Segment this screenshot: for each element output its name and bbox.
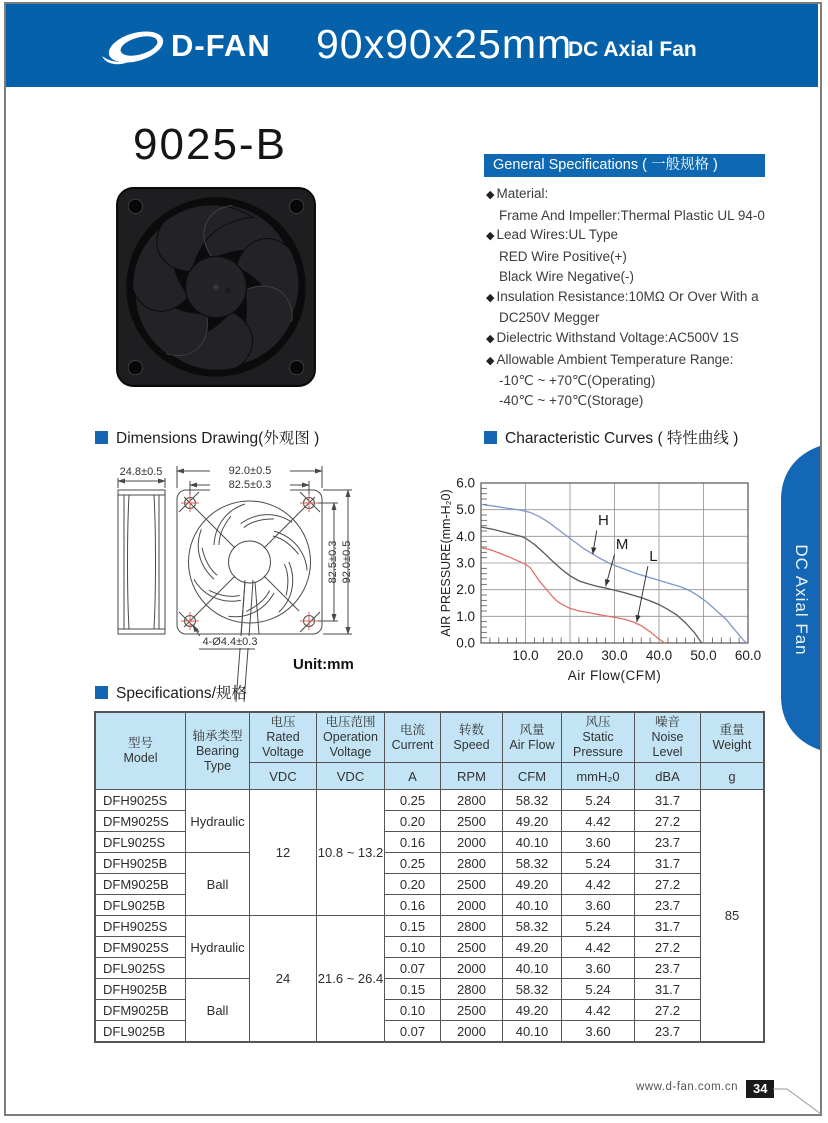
diamond-bullet-icon: ◆ <box>486 189 495 201</box>
table-cell: 2000 <box>441 1021 503 1042</box>
table-cell: 2800 <box>441 979 503 1000</box>
table-cell: 4.42 <box>562 874 635 895</box>
table-cell: 0.15 <box>385 916 441 937</box>
table-cell: 2500 <box>441 811 503 832</box>
side-tab <box>768 444 820 756</box>
svg-text:5.0: 5.0 <box>456 502 475 518</box>
table-cell: DFH9025B <box>96 979 186 1000</box>
table-cell: 0.15 <box>385 979 441 1000</box>
table-cell: 23.7 <box>635 958 701 979</box>
table-cell: 2500 <box>441 1000 503 1021</box>
table-cell: 40.10 <box>503 832 562 853</box>
curves-section-title: Characteristic Curves ( 特性曲线 ) <box>484 426 738 448</box>
table-cell: 5.24 <box>562 853 635 874</box>
col-unit: mmH₂0 <box>562 763 635 790</box>
col-header: 噪音 Noise Level <box>635 713 701 763</box>
table-row <box>96 790 764 811</box>
col-header: 电压 Rated Voltage <box>250 713 317 763</box>
dim-unit: Unit:mm <box>293 656 354 673</box>
dimensions-section-title: Dimensions Drawing(外观图 ) <box>95 426 319 448</box>
table-cell: 85 <box>701 790 764 1042</box>
table-cell: 4.42 <box>562 1000 635 1021</box>
svg-text:0.0: 0.0 <box>456 635 475 651</box>
table-cell: Hydraulic <box>186 790 250 853</box>
svg-text:40.0: 40.0 <box>645 648 673 663</box>
col-header: 电流 Current <box>385 713 441 763</box>
table-cell: DFL9025B <box>96 895 186 916</box>
table-cell: DFL9025B <box>96 1021 186 1042</box>
svg-text:10.0: 10.0 <box>512 648 539 663</box>
dimensions-drawing-svg <box>95 452 365 718</box>
table-cell: DFH9025S <box>96 916 186 937</box>
col-unit: A <box>385 763 441 790</box>
table-cell: DFH9025S <box>96 790 186 811</box>
table-cell: DFL9025S <box>96 832 186 853</box>
general-specs-title-bar: General Specifications ( 一般规格 ) <box>484 154 765 177</box>
general-spec-line: DC250V Megger <box>499 310 600 326</box>
dim-depth: 24.8±0.5 <box>106 466 176 478</box>
table-cell: 49.20 <box>503 937 562 958</box>
table-cell: 0.16 <box>385 832 441 853</box>
table-cell: 2500 <box>441 937 503 958</box>
table-cell: 23.7 <box>635 895 701 916</box>
dim-outer-width: 92.0±0.5 <box>210 465 290 477</box>
table-cell: 27.2 <box>635 811 701 832</box>
svg-text:4.0: 4.0 <box>456 528 475 544</box>
table-cell: 49.20 <box>503 1000 562 1021</box>
table-cell: 3.60 <box>562 895 635 916</box>
table-cell: 12 <box>250 790 317 916</box>
diamond-bullet-icon: ◆ <box>486 354 495 367</box>
table-cell: 2800 <box>441 853 503 874</box>
diamond-bullet-icon: ◆ <box>486 291 495 304</box>
dfan-logo-icon <box>100 26 166 68</box>
table-cell: DFL9025S <box>96 958 186 979</box>
table-cell: 5.24 <box>562 979 635 1000</box>
general-spec-line: -10℃ ~ +70℃(Operating) <box>499 373 656 389</box>
table-cell: 58.32 <box>503 916 562 937</box>
table-cell: 0.20 <box>385 874 441 895</box>
fan-product-image <box>114 185 318 389</box>
svg-text:Air Flow(CFM): Air Flow(CFM) <box>567 668 662 683</box>
table-cell: 27.2 <box>635 874 701 895</box>
page-number: 34 <box>746 1080 774 1098</box>
general-spec-line: ◆ Lead Wires:UL Type <box>486 227 619 243</box>
table-cell: Ball <box>186 853 250 916</box>
col-unit: VDC <box>317 763 385 790</box>
diamond-bullet-icon: ◆ <box>486 230 495 243</box>
col-unit: g <box>701 763 764 790</box>
col-header: 风压 Static Pressure <box>562 713 635 763</box>
svg-text:2.0: 2.0 <box>456 582 475 598</box>
general-spec-line: Frame And Impeller:Thermal Plastic UL 94-0 <box>499 207 765 223</box>
svg-text:60.0: 60.0 <box>734 648 762 663</box>
table-cell: Hydraulic <box>186 916 250 979</box>
table-cell: 31.7 <box>635 853 701 874</box>
table-cell: 2800 <box>441 916 503 937</box>
spec-table <box>95 712 764 1042</box>
dimensions-drawing <box>95 452 365 718</box>
table-row <box>96 853 764 874</box>
general-spec-line: -40℃ ~ +70℃(Storage) <box>499 393 644 409</box>
svg-text:1.0: 1.0 <box>456 608 475 624</box>
table-cell: 0.25 <box>385 853 441 874</box>
product-size-title: 90x90x25mm <box>316 21 573 67</box>
svg-text:20.0: 20.0 <box>556 648 584 663</box>
diamond-bullet-icon: ◆ <box>486 332 495 345</box>
section-bullet-icon <box>95 686 108 699</box>
footer-decoration-line <box>770 1079 824 1117</box>
table-cell: 27.2 <box>635 1000 701 1021</box>
table-cell: 3.60 <box>562 832 635 853</box>
general-specs-list <box>486 184 796 411</box>
table-cell: Ball <box>186 979 250 1042</box>
col-header: 型号 Model <box>96 713 186 790</box>
characteristic-curves-chart <box>438 450 786 702</box>
table-cell: 58.32 <box>503 979 562 1000</box>
website-url: www.d-fan.com.cn <box>636 1081 738 1093</box>
col-header: 转数 Speed <box>441 713 503 763</box>
table-cell: 5.24 <box>562 790 635 811</box>
section-bullet-icon <box>95 431 108 444</box>
table-cell: DFM9025B <box>96 874 186 895</box>
svg-text:AIR PRESSURE(mm-H₂0): AIR PRESSURE(mm-H₂0) <box>439 489 453 637</box>
svg-text:30.0: 30.0 <box>601 648 628 663</box>
svg-text:M: M <box>615 536 629 554</box>
col-unit: dBA <box>635 763 701 790</box>
table-cell: 0.10 <box>385 937 441 958</box>
table-cell: 49.20 <box>503 811 562 832</box>
svg-text:H: H <box>598 512 609 530</box>
dim-outer-height: 92.0±0.5 <box>341 540 353 584</box>
table-cell: 0.25 <box>385 790 441 811</box>
table-cell: 31.7 <box>635 790 701 811</box>
table-cell: 0.16 <box>385 895 441 916</box>
table-cell: 2000 <box>441 832 503 853</box>
table-cell: 49.20 <box>503 874 562 895</box>
section-bullet-icon <box>484 431 497 444</box>
table-cell: 2000 <box>441 895 503 916</box>
table-cell: 23.7 <box>635 1021 701 1042</box>
dim-hole-pitch-height: 82.5±0.3 <box>327 540 339 584</box>
table-cell: 58.32 <box>503 853 562 874</box>
side-tab-label: DC Axial Fan <box>792 544 811 656</box>
table-cell: 40.10 <box>503 958 562 979</box>
table-cell: 0.07 <box>385 958 441 979</box>
table-cell: 31.7 <box>635 916 701 937</box>
table-cell: 58.32 <box>503 790 562 811</box>
table-cell: 23.7 <box>635 832 701 853</box>
table-cell: 5.24 <box>562 916 635 937</box>
col-header: 风量 Air Flow <box>503 713 562 763</box>
general-spec-line: ◆ Dielectric Withstand Voltage:AC500V 1S <box>486 329 739 345</box>
model-title: 9025-B <box>133 120 287 169</box>
specs-section-title: Specifications/规格 <box>95 681 247 703</box>
col-unit: VDC <box>250 763 317 790</box>
table-cell: 0.20 <box>385 811 441 832</box>
curves-chart-svg <box>438 450 786 702</box>
table-cell: 3.60 <box>562 958 635 979</box>
header-banner <box>6 4 818 87</box>
table-cell: 10.8 ~ 13.2 <box>317 790 385 916</box>
col-header: 重量 Weight <box>701 713 764 763</box>
brand-name: D-FAN <box>171 28 271 63</box>
table-cell: DFM9025B <box>96 1000 186 1021</box>
product-subtitle: DC Axial Fan <box>568 38 697 61</box>
general-spec-line: Black Wire Negative(-) <box>499 268 635 284</box>
svg-text:6.0: 6.0 <box>456 475 475 491</box>
table-cell: 27.2 <box>635 937 701 958</box>
table-cell: 2000 <box>441 958 503 979</box>
table-cell: DFH9025B <box>96 853 186 874</box>
col-unit: CFM <box>503 763 562 790</box>
svg-text:3.0: 3.0 <box>456 555 475 571</box>
table-cell: DFM9025S <box>96 811 186 832</box>
general-spec-line: ◆ Material: <box>486 186 549 201</box>
dim-holes: 4-Ø4.4±0.3 <box>197 636 263 648</box>
table-cell: 31.7 <box>635 979 701 1000</box>
table-cell: 2500 <box>441 874 503 895</box>
col-header: 电压范围 Operation Voltage <box>317 713 385 763</box>
table-cell: 2800 <box>441 790 503 811</box>
table-row <box>96 979 764 1000</box>
table-cell: 0.07 <box>385 1021 441 1042</box>
general-spec-line: ◆ Insulation Resistance:10MΩ Or Over With a <box>486 288 759 304</box>
svg-text:50.0: 50.0 <box>690 648 717 663</box>
col-header: 轴承类型 Bearing Type <box>186 713 250 790</box>
table-cell: DFM9025S <box>96 937 186 958</box>
table-cell: 24 <box>250 916 317 1042</box>
table-cell: 21.6 ~ 26.4 <box>317 916 385 1042</box>
table-cell: 40.10 <box>503 895 562 916</box>
table-cell: 0.10 <box>385 1000 441 1021</box>
table-cell: 4.42 <box>562 811 635 832</box>
dim-hole-pitch-width: 82.5±0.3 <box>210 479 290 491</box>
table-row <box>96 916 764 937</box>
table-cell: 3.60 <box>562 1021 635 1042</box>
table-cell: 4.42 <box>562 937 635 958</box>
general-spec-line: ◆ Allowable Ambient Temperature Range: <box>486 351 734 367</box>
col-unit: RPM <box>441 763 503 790</box>
table-cell: 40.10 <box>503 1021 562 1042</box>
general-spec-line: RED Wire Positive(+) <box>499 249 627 265</box>
svg-text:L: L <box>649 547 658 565</box>
